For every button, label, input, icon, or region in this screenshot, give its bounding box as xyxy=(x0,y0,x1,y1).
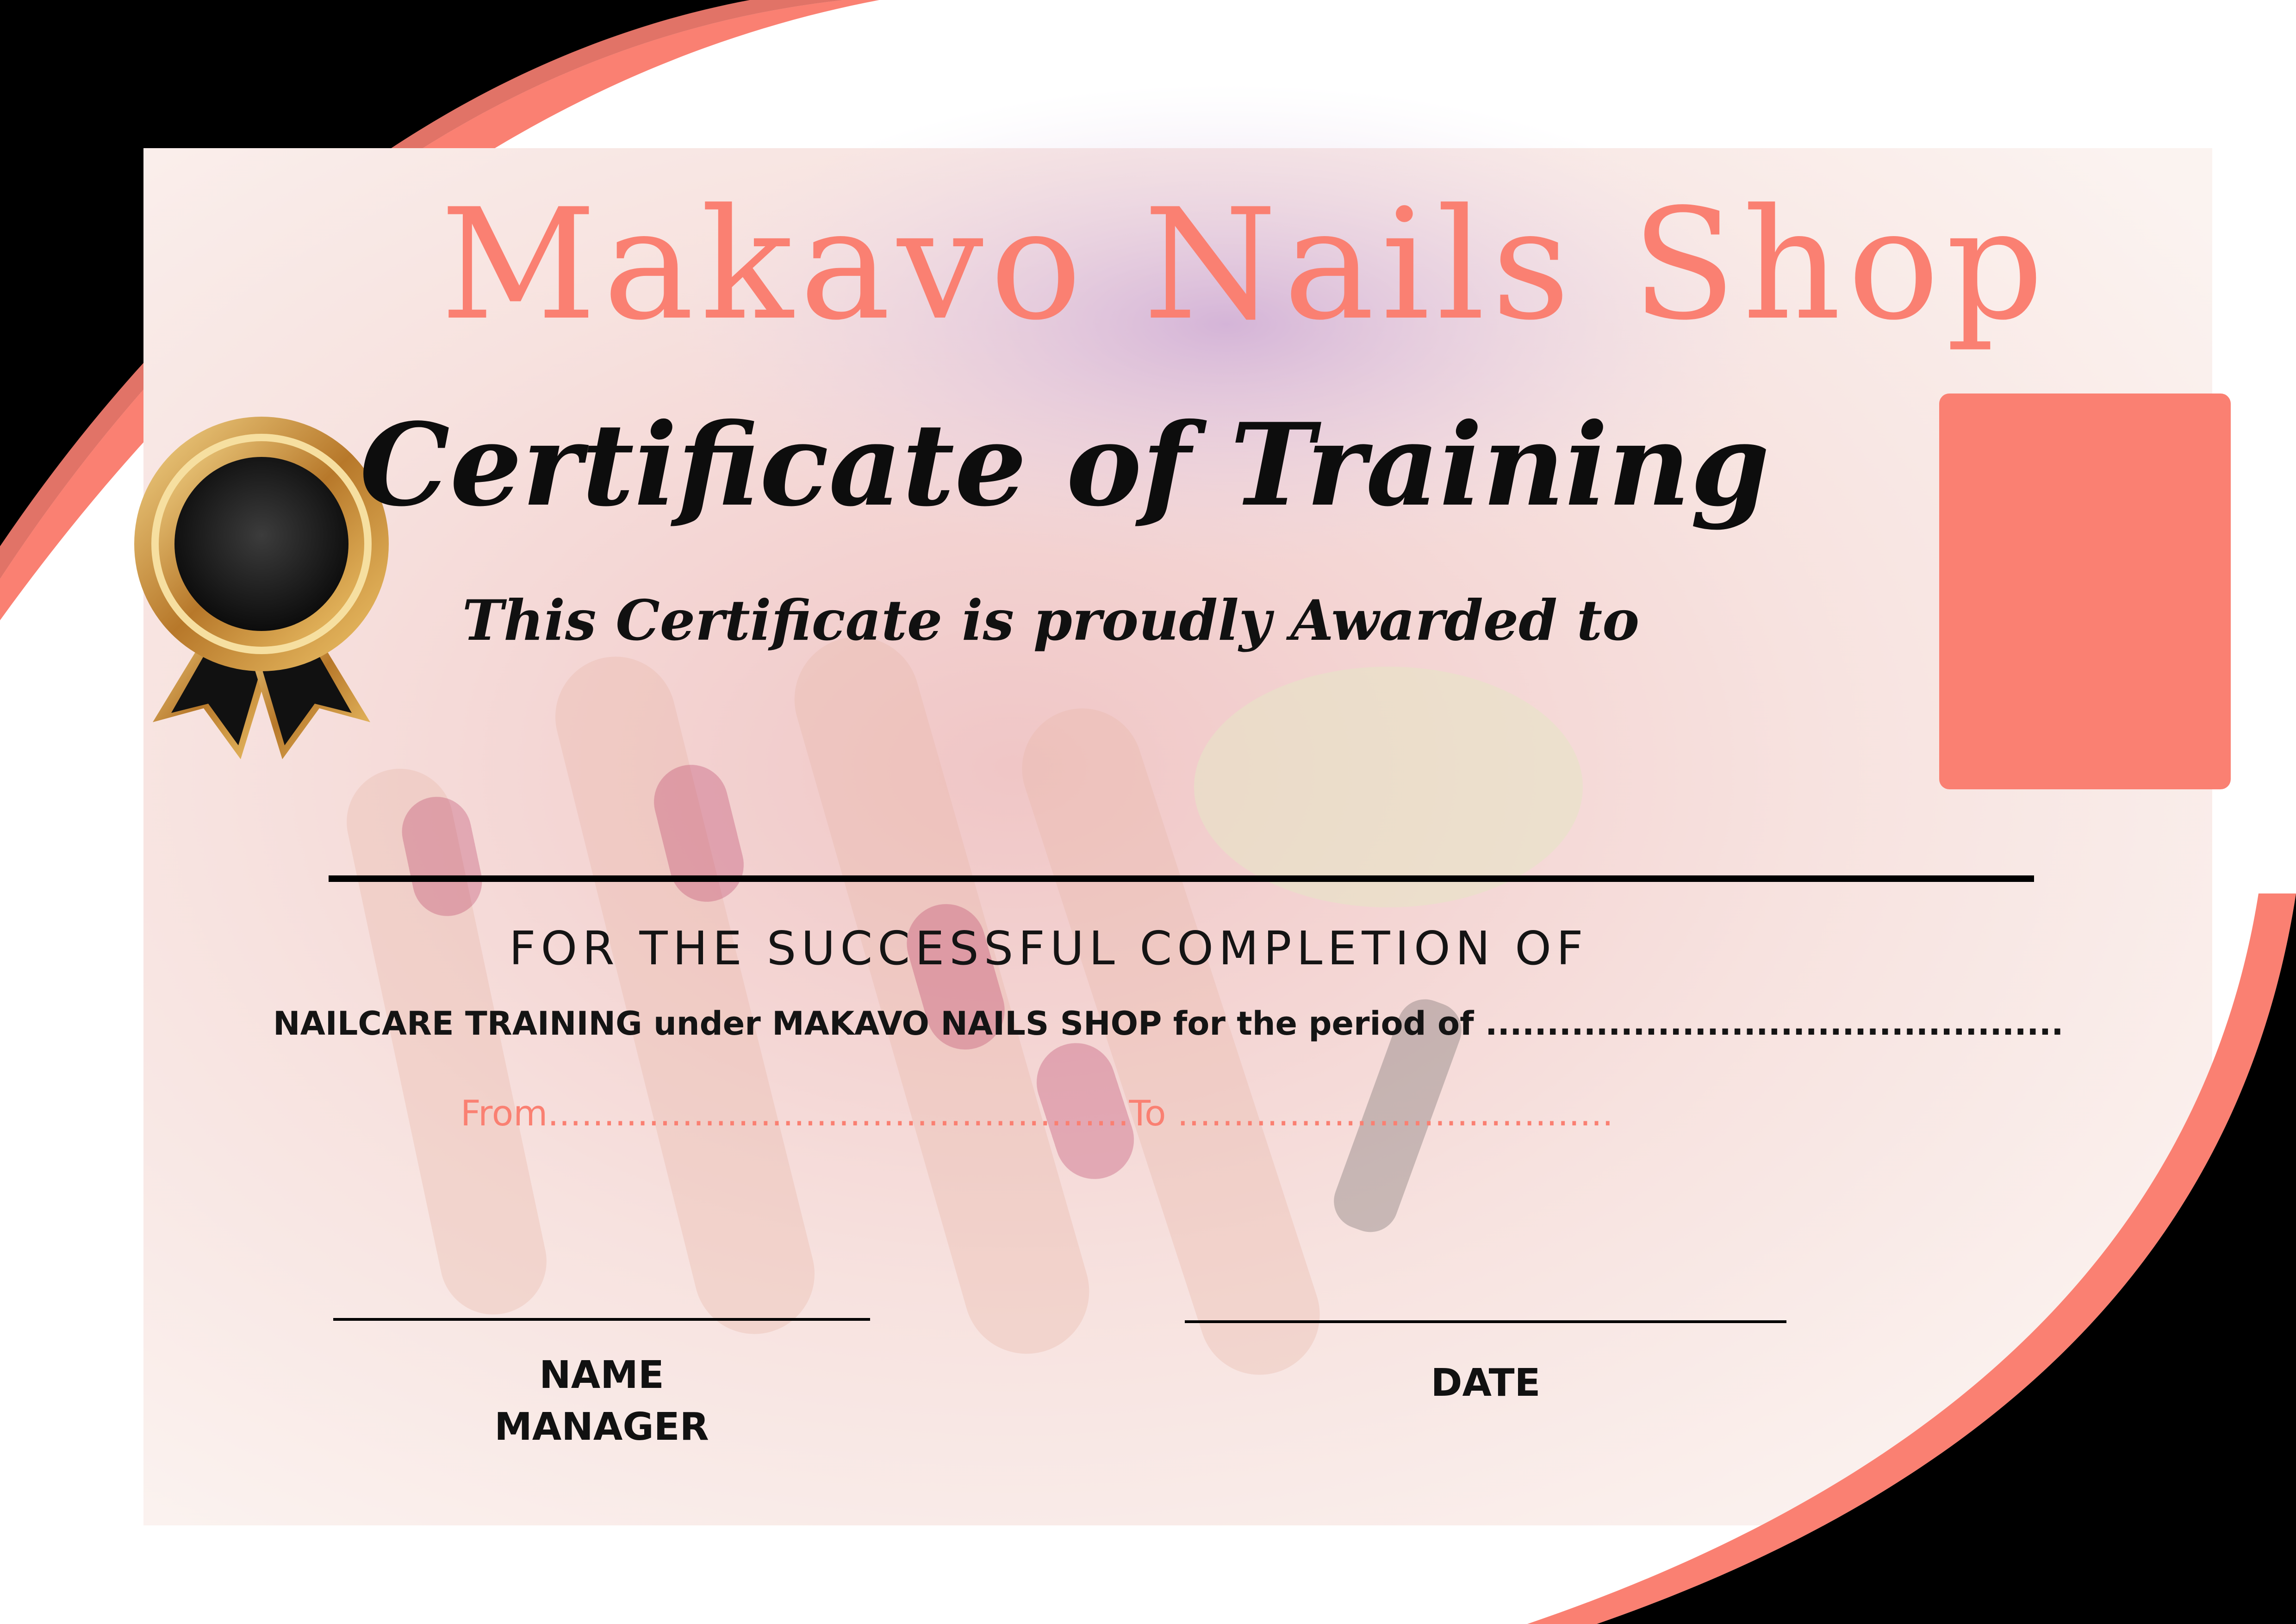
from-label: From.................................................... xyxy=(460,1093,1129,1134)
period-line xyxy=(460,1093,1613,1134)
awarded-line: This Certificate is proudly Awarded to xyxy=(462,588,1640,653)
name-manager-label xyxy=(333,1349,870,1453)
shop-name: Makavo Nails Shop xyxy=(440,176,2050,354)
course-line: NAILCARE TRAINING under MAKAVO NAILS SHOP for the period of ............................................... xyxy=(273,1005,2064,1043)
name-label: NAME xyxy=(539,1353,664,1397)
date-label: DATE xyxy=(1431,1361,1541,1405)
completion-line: FOR THE SUCCESSFUL COMPLETION OF xyxy=(509,921,1588,975)
certificate-title: Certificate of Training xyxy=(360,398,1770,531)
to-label: To ....................................... xyxy=(1129,1093,1613,1134)
manager-label: MANAGER xyxy=(494,1405,709,1449)
